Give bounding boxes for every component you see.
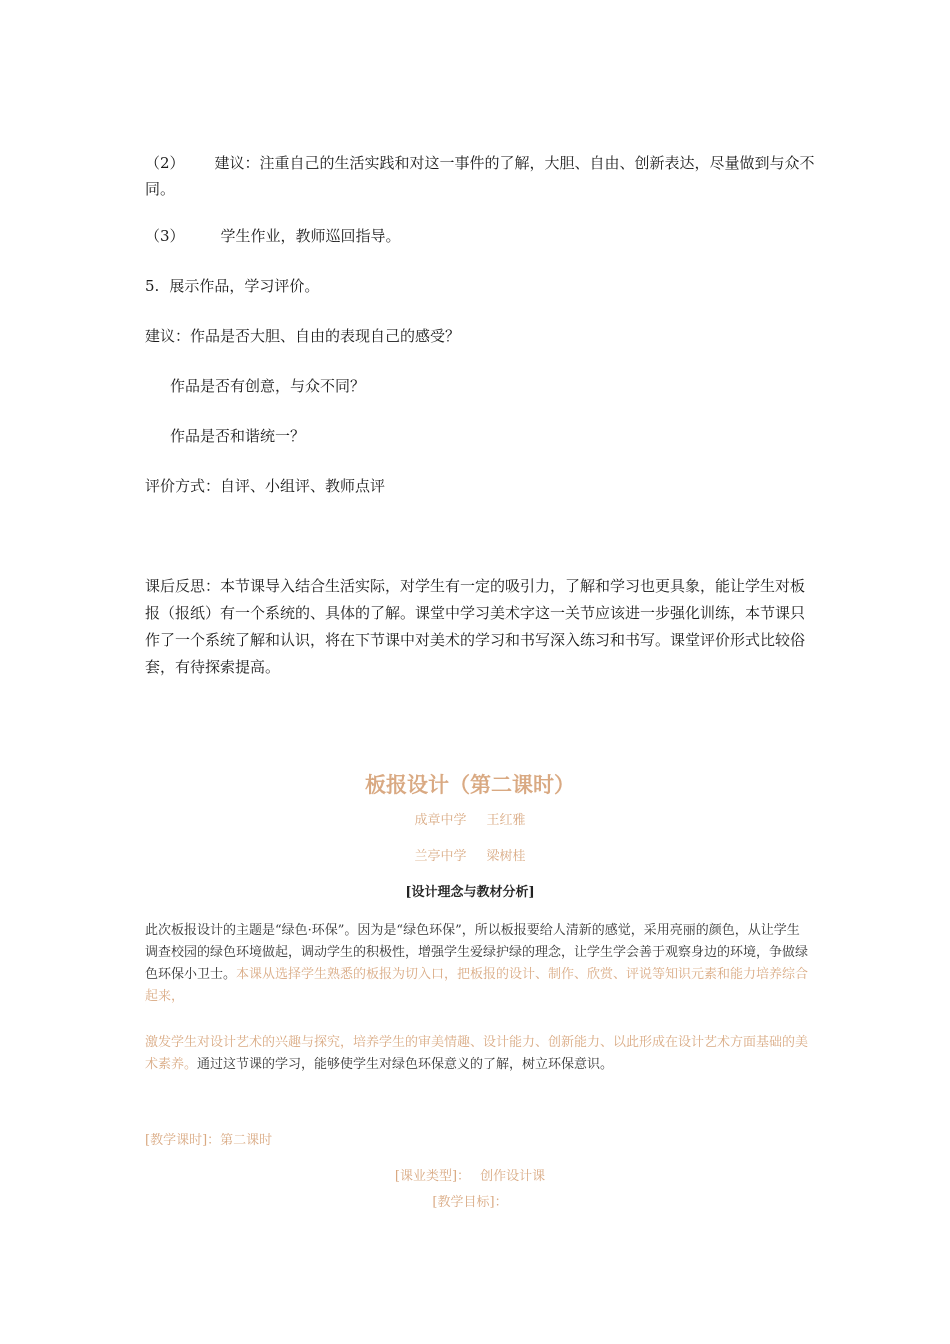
lesson-type	[145, 1164, 795, 1190]
para1-text: 此次板报设计的主题是“绿色·环保”。因为是“绿色环保”，所以板报要给人清新的感觉，采用亮丽的颜色，从让学生调查校园的绿色环境做起，调动学生的积极性，增强学生爱绿护绿的理念，让学生学会善于观察身边的环境，争做绿色环保小卫士。	[145, 923, 809, 982]
item-3	[145, 223, 815, 249]
item-2	[145, 150, 815, 202]
step-5	[145, 273, 815, 299]
lesson-type-value: 创作设计课	[480, 1169, 546, 1184]
lesson-type-label: [课业类型]：	[394, 1169, 471, 1184]
item-3-text: 学生作业，教师巡回指导。	[220, 227, 401, 245]
item-2-number: （2）	[145, 154, 185, 172]
item-2-text: 建议：注重自己的生活实践和对这一事件的了解，大胆、自由、创新表达，尽量做到与众不同。	[145, 154, 815, 198]
teaching-hours-label: [教学课时]：	[145, 1133, 221, 1148]
teaching-goals-label: [教学目标]：	[432, 1195, 508, 1210]
author-1	[145, 808, 795, 834]
para2-highlight: 激发学生对设计艺术的兴趣与探究，培养学生的审美情趣、设计能力、创新能力、以此形成在设计艺术方面基础的美术素养。	[145, 1035, 809, 1072]
item-3-number: （3）	[145, 227, 185, 245]
evaluation-method: 评价方式：自评、小组评、教师点评	[145, 477, 386, 495]
author-1-name: 王红雅	[486, 813, 526, 828]
design-concept-paragraph-1	[145, 920, 810, 1008]
step-5-text: 展示作品，学习评价。	[169, 277, 320, 295]
author-2	[145, 844, 795, 870]
author-2-name: 梁树桂	[486, 849, 526, 864]
question-creativity: 作品是否有创意，与众不同？	[170, 377, 366, 395]
author-1-school: 成章中学	[414, 813, 467, 828]
teaching-hours-value: 第二课时	[220, 1133, 273, 1148]
para1-highlight: 本课从选择学生熟悉的板报为切入口，把板报的设计、制作、欣赏、评说等知识元素和能力培养综合起来，	[145, 967, 809, 1004]
reflection-paragraph: 课后反思：本节课导入结合生活实际，对学生有一定的吸引力，了解和学习也更具象，能让学生对板报（报纸）有一个系统的、具体的了解。课堂中学习美术字这一关节应该进一步强化训练，本节课只作了一个系统了解和认识，将在下节课中对美术的学习和书写深入练习和书写。课堂评价形式比较俗套，有待探索提高。	[145, 577, 806, 676]
design-concept-heading: [设计理念与教材分析]	[405, 885, 535, 900]
author-2-school: 兰亭中学	[414, 849, 467, 864]
lesson-title: 板报设计（第二课时）	[365, 772, 575, 797]
teaching-hours	[145, 1128, 815, 1154]
advice-line: 建议：作品是否大胆、自由的表现自己的感受？	[145, 327, 461, 345]
design-concept-paragraph-2	[145, 1032, 810, 1076]
question-harmony: 作品是否和谐统一？	[170, 427, 306, 445]
para2-text: 通过这节课的学习，能够使学生对绿色环保意义的了解，树立环保意识。	[197, 1057, 614, 1072]
step-5-number: 5.	[145, 277, 160, 295]
